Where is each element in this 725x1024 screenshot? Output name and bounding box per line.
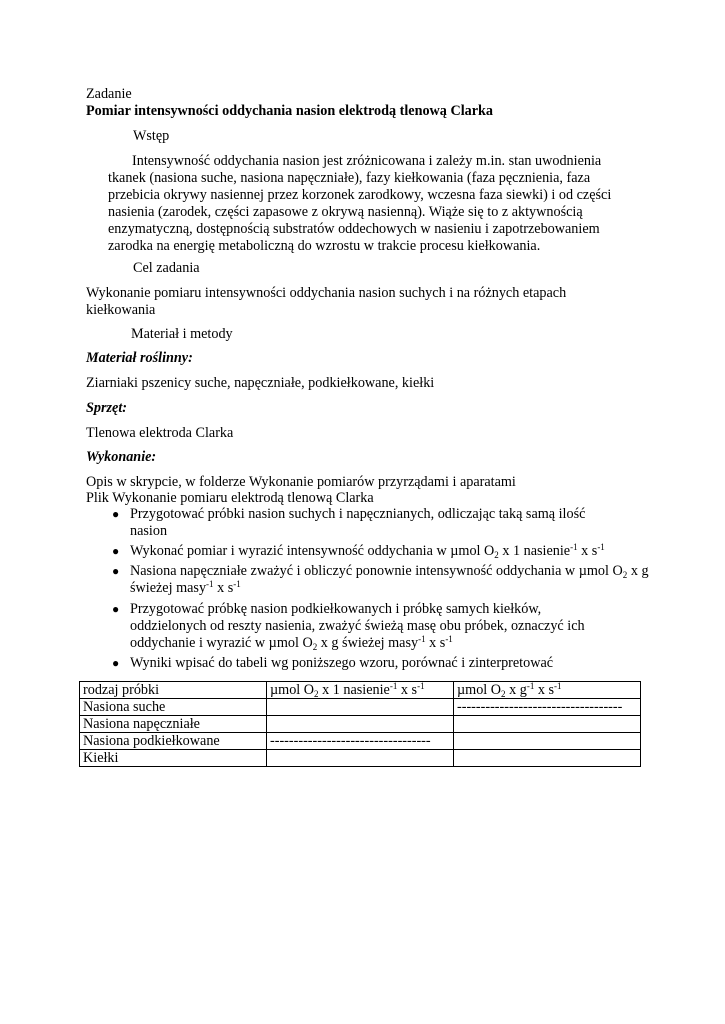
procedure-line-2: Plik Wykonanie pomiaru elektrodą tlenową Clarka: [86, 490, 374, 506]
list-item: ● Nasiona napęczniałe zważyć i obliczyć ponownie intensywność oddychania w µmol $O_2$ x g świeżej masy$^{-1}$ x $s^{-1}$: [112, 563, 649, 596]
table-row: [80, 750, 641, 767]
list-item: ● Przygotować próbkę nasion podkiełkowanych i próbkę samych kiełków, oddzielonych od reszty nasienia, zważyć świeżą masę obu próbek, oznaczyć ich oddychanie i wyrazić w µmol $O_2$ x g świeżej masy$^{-1}$ x $s^{-1}$: [112, 601, 585, 652]
intro-heading: Wstęp: [133, 128, 170, 144]
procedure-line-1: Opis w skrypcie, w folderze Wykonanie pomiarów przyrządami i aparatami: [86, 474, 516, 490]
bullet-icon: ●: [112, 507, 120, 521]
table-header-row: [80, 682, 641, 699]
table-cell: [267, 699, 454, 716]
table-row: [80, 733, 641, 750]
row-label: Nasiona napęczniałe: [80, 716, 267, 733]
document-title: Pomiar intensywności oddychania nasion elektrodą tlenową Clarka: [86, 103, 494, 119]
bullet-icon: ●: [112, 602, 120, 616]
results-table: [79, 681, 641, 767]
task-label: Zadanie: [86, 86, 132, 102]
goal-heading: Cel zadania: [133, 260, 200, 276]
list-item: ● Wykonać pomiar i wyrazić intensywność oddychania w µmol $O_2$ x 1 nasienie$^{-1}$ x $s^{-1}$: [112, 542, 605, 560]
goal-text: Wykonanie pomiaru intensywności oddychania nasion suchych i na różnych etapach kiełkowania: [86, 285, 567, 318]
equipment-heading: Sprzęt:: [86, 400, 127, 416]
table-cell: [454, 750, 641, 767]
row-label: Kiełki: [80, 750, 267, 767]
header-cell-per-seed: µmol $O_2$ x 1 nasienie$^{-1}$ x $s^{-1}$: [267, 682, 454, 699]
table-cell: ----------------------------------: [267, 733, 454, 750]
procedure-heading: Wykonanie:: [86, 449, 157, 465]
table-cell: -----------------------------------: [454, 699, 641, 716]
table-cell: [267, 750, 454, 767]
list-item: ● Przygotować próbki nasion suchych i napęcznianych, odliczając taką samą ilość nasion: [112, 506, 586, 539]
table-cell: [454, 733, 641, 750]
bullet-icon: ●: [112, 544, 120, 558]
header-cell-sample-type: rodzaj próbki: [80, 682, 267, 699]
list-item: ● Wyniki wpisać do tabeli wg poniższego wzoru, porównać i zinterpretować: [112, 655, 554, 671]
bullet-icon: ●: [112, 564, 120, 578]
table-cell: [267, 716, 454, 733]
bullet-icon: ●: [112, 656, 120, 670]
plant-material-heading: Materiał roślinny:: [86, 350, 193, 366]
row-label: Nasiona suche: [80, 699, 267, 716]
equipment-text: Tlenowa elektroda Clarka: [86, 425, 234, 441]
header-cell-per-gram: µmol $O_2$ x $g^{-1}$ x $s^{-1}$: [454, 682, 641, 699]
plant-material-text: Ziarniaki pszenicy suche, napęczniałe, podkiełkowane, kiełki: [86, 375, 435, 391]
table-row: [80, 716, 641, 733]
intro-paragraph: Intensywność oddychania nasion jest zróżnicowana i zależy m.in. stan uwodnienia tkanek (nasiona suche, nasiona napęczniałe), fazy kiełkowania (faza pęcznienia, faza przebicia okrywy nasiennej przez korzonek zarodkowy, wczesna faza siewki) i od części nasienia (zarodek, części zapasowe z okrywą nasienną). Wiąże się to z aktywnością enzymatyczną, dostępnością substratów oddechowych w nasieniu i zapotrzebowaniem zarodka na energię metaboliczną do wzrostu w trakcie procesu kiełkowania.: [108, 153, 612, 254]
procedure-steps-list: [108, 506, 648, 672]
methods-heading: Materiał i metody: [131, 326, 233, 342]
table-cell: [454, 716, 641, 733]
row-label: Nasiona podkiełkowane: [80, 733, 267, 750]
table-row: [80, 699, 641, 716]
